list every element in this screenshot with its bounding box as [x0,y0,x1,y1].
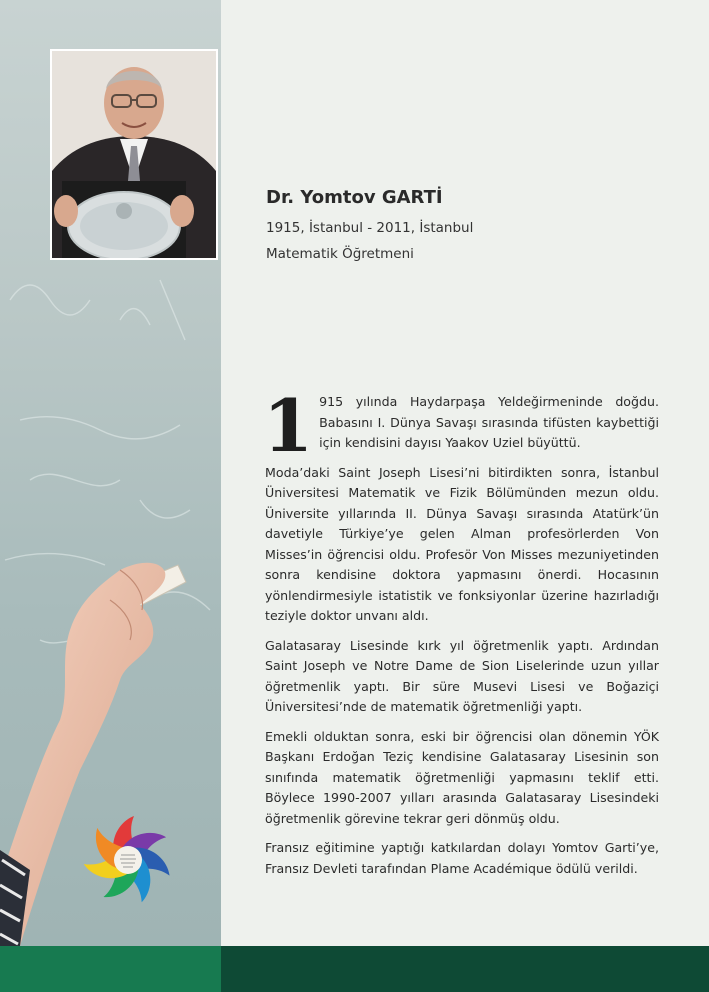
drop-cap: 1 [263,383,314,468]
footer-bar-right [221,946,709,992]
bio-paragraph-1 [263,383,659,468]
bio-paragraph-3: Galatasaray Lisesinde kırk yıl öğretmenlik yaptı. Ardından Saint Joseph ve Notre Dame de Sion Liselerinde uzun yıllar öğretmenlik yaptı. Bir süre Musevi Lisesi ve Boğaziçi Üniversitesi’nde de matematik öğretmenliği yaptı. [265,637,659,714]
person-profession: Matematik Öğretmeni [266,246,414,262]
bio-paragraph-1-text: 915 yılında Haydarpaşa Yeldeğirmeninde doğdu. Babasını I. Dünya Savaşı sırasında tifüsten kaybettiği için kendisini dayısı Yaakov Uziel büyüttü. [319,394,659,450]
footer-bar-left [0,946,221,992]
biography-text [263,383,659,888]
bio-paragraph-4: Emekli olduktan sonra, eski bir öğrencisi olan dönemin YÖK Başkanı Erdoğan Teziç kendisine Galatasaray Lisesinin son sınıfında matematik öğretmenliği yapmasını teklif etti. Böylece 1990-2007 yılları arasında Galatasaray Lisesindeki öğretmenlik görevine tekrar geri dönmüş oldu. [265,728,659,826]
portrait-photo [50,49,218,260]
person-dates: 1915, İstanbul - 2011, İstanbul [266,220,474,236]
chalkboard-photo-panel [0,0,221,946]
flower-emblem-icon [60,795,196,925]
portrait-man-with-plaque [52,51,216,258]
bio-paragraph-2: Moda’daki Saint Joseph Lisesi’ni bitirdikten sonra, İstanbul Üniversitesi Matematik ve Fizik Bölümünden mezun oldu. Üniversite yıllarında II. Dünya Savaşı sırasında Atatürk’ün davetiyle Türkiye’ye gelen Alman profesörlerden Von Misses’in öğrencisi oldu. Profesör Von Misses mezuniyetinden sonra kendisine doktora yapmasını önerdi. Hocasının yönlendirmesiyle istatistik ve fonksiyonlar üzerine hazırladığı teziyle doktor unvanı aldı. [265,464,659,623]
bio-paragraph-5: Fransız eğitimine yaptığı katkılardan dolayı Yomtov Garti’ye, Fransız Devleti tarafından Plame Académique ödülü verildi. [265,840,659,876]
person-name: Dr. Yomtov GARTİ [266,187,443,208]
